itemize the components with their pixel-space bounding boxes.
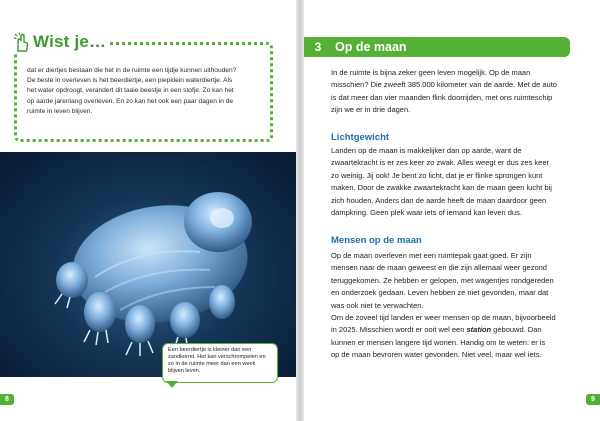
wist-je-text [27,66,263,117]
chapter-number: 3 [314,40,322,54]
emphasis-station: station [466,325,492,335]
section-lichtgewicht-text [331,145,571,219]
wist-je-line: dat er diertjes bestaan die het in de ruimte een tijdje kunnen uithouden? [27,67,237,74]
section-line: zwaartekracht is er zes keer zo zwak. Alles weegt er dus zes keer [331,158,550,168]
wist-je-line: De beste in overleven is het beerdiertje, een piepklein waterdiertje. Als [27,77,233,85]
intro-line: is dat meer dan vier maanden flink doorrijden, met ons ruimteschip [331,92,553,102]
section-line: Landen op de maan is makkelijker dan op aarde, want de [331,146,522,155]
section-line: Op de maan overleven met een ruimtepak gaat goed. Er zijn [331,251,532,260]
wist-je-line: het water opdroogt, verandert dit taaie beestje in een stofje. Zo kan het [27,87,234,95]
section-line: en onderzoek gedaan. Leven hebben ze niet gevonden, maar dat [331,288,549,298]
pointing-hand-icon [12,32,30,52]
section-line: was ook niet te verwachten. [331,300,424,310]
wist-je-line: ruimte in leven blijven. [27,107,93,115]
wist-je-line: op aarde jarenlang overleven. En zo kan het ook een paar dagen in de [27,97,234,105]
photo-caption: Een beerdiertje is kleiner dan een zandkorrel. Het kan verschrompelen en zo in de ruimte meer dan een week blijven leven. [162,343,278,383]
section-line: Om de zoveel tijd landen er weer mensen op de maan, bijvoorbeeld [331,313,556,323]
section-line: maken. Door de zwakke zwaartekracht kan de maan geen lucht bij [331,183,552,193]
section-line: kunnen er mensen langere tijd wonen. Handig om te weten: er is [331,337,546,347]
section-line-mixed [331,324,571,336]
section-line: op de maan bevroren water gevonden. Niet veel, maar wel iets. [331,350,542,360]
chapter-title: Op de maan [335,40,407,54]
section-mensen-text [331,250,571,362]
wist-je-title: Wist je… [33,32,107,51]
section-line: teruggekomen. Ze hebben er gelopen, met wagentjes rondgereden [331,275,554,285]
intro-line: zijn we er in drie dagen. [331,105,411,115]
page-number-left: 8 [0,394,14,405]
intro-line: In de ruimte is bijna zeker geen leven mogelijk. Op de maan [331,68,531,77]
section-line: zich houden. Anders dan de aarde heeft de maan daardoor geen [331,195,547,205]
section-line-part: gebouwd. Dan [491,325,542,335]
chapter-header [304,37,570,57]
intro-paragraph [331,67,571,117]
caption-tail [166,381,178,388]
section-line: zo weinig. Jij ook! Je bent zo licht, dat je er flinke sprongen kunt [331,170,543,180]
section-heading-mensen-op-de-maan: Mensen op de maan [331,235,422,246]
intro-line: misschien? Die zweeft 385.000 kilometer van de aarde. Met de auto [331,80,557,90]
section-line: dampkring. Geen plek waar iets of iemand kan leven dus. [331,208,522,218]
wist-je-header [10,32,110,52]
book-gutter [296,0,304,421]
page-number-right: 9 [586,394,600,405]
section-line: mensen naar de maan geweest en die zijn allemaal weer gezond [331,263,547,273]
section-line-part: in 2025. Misschien wordt er ooit wel een [331,325,465,335]
section-heading-lichtgewicht: Lichtgewicht [331,132,390,143]
